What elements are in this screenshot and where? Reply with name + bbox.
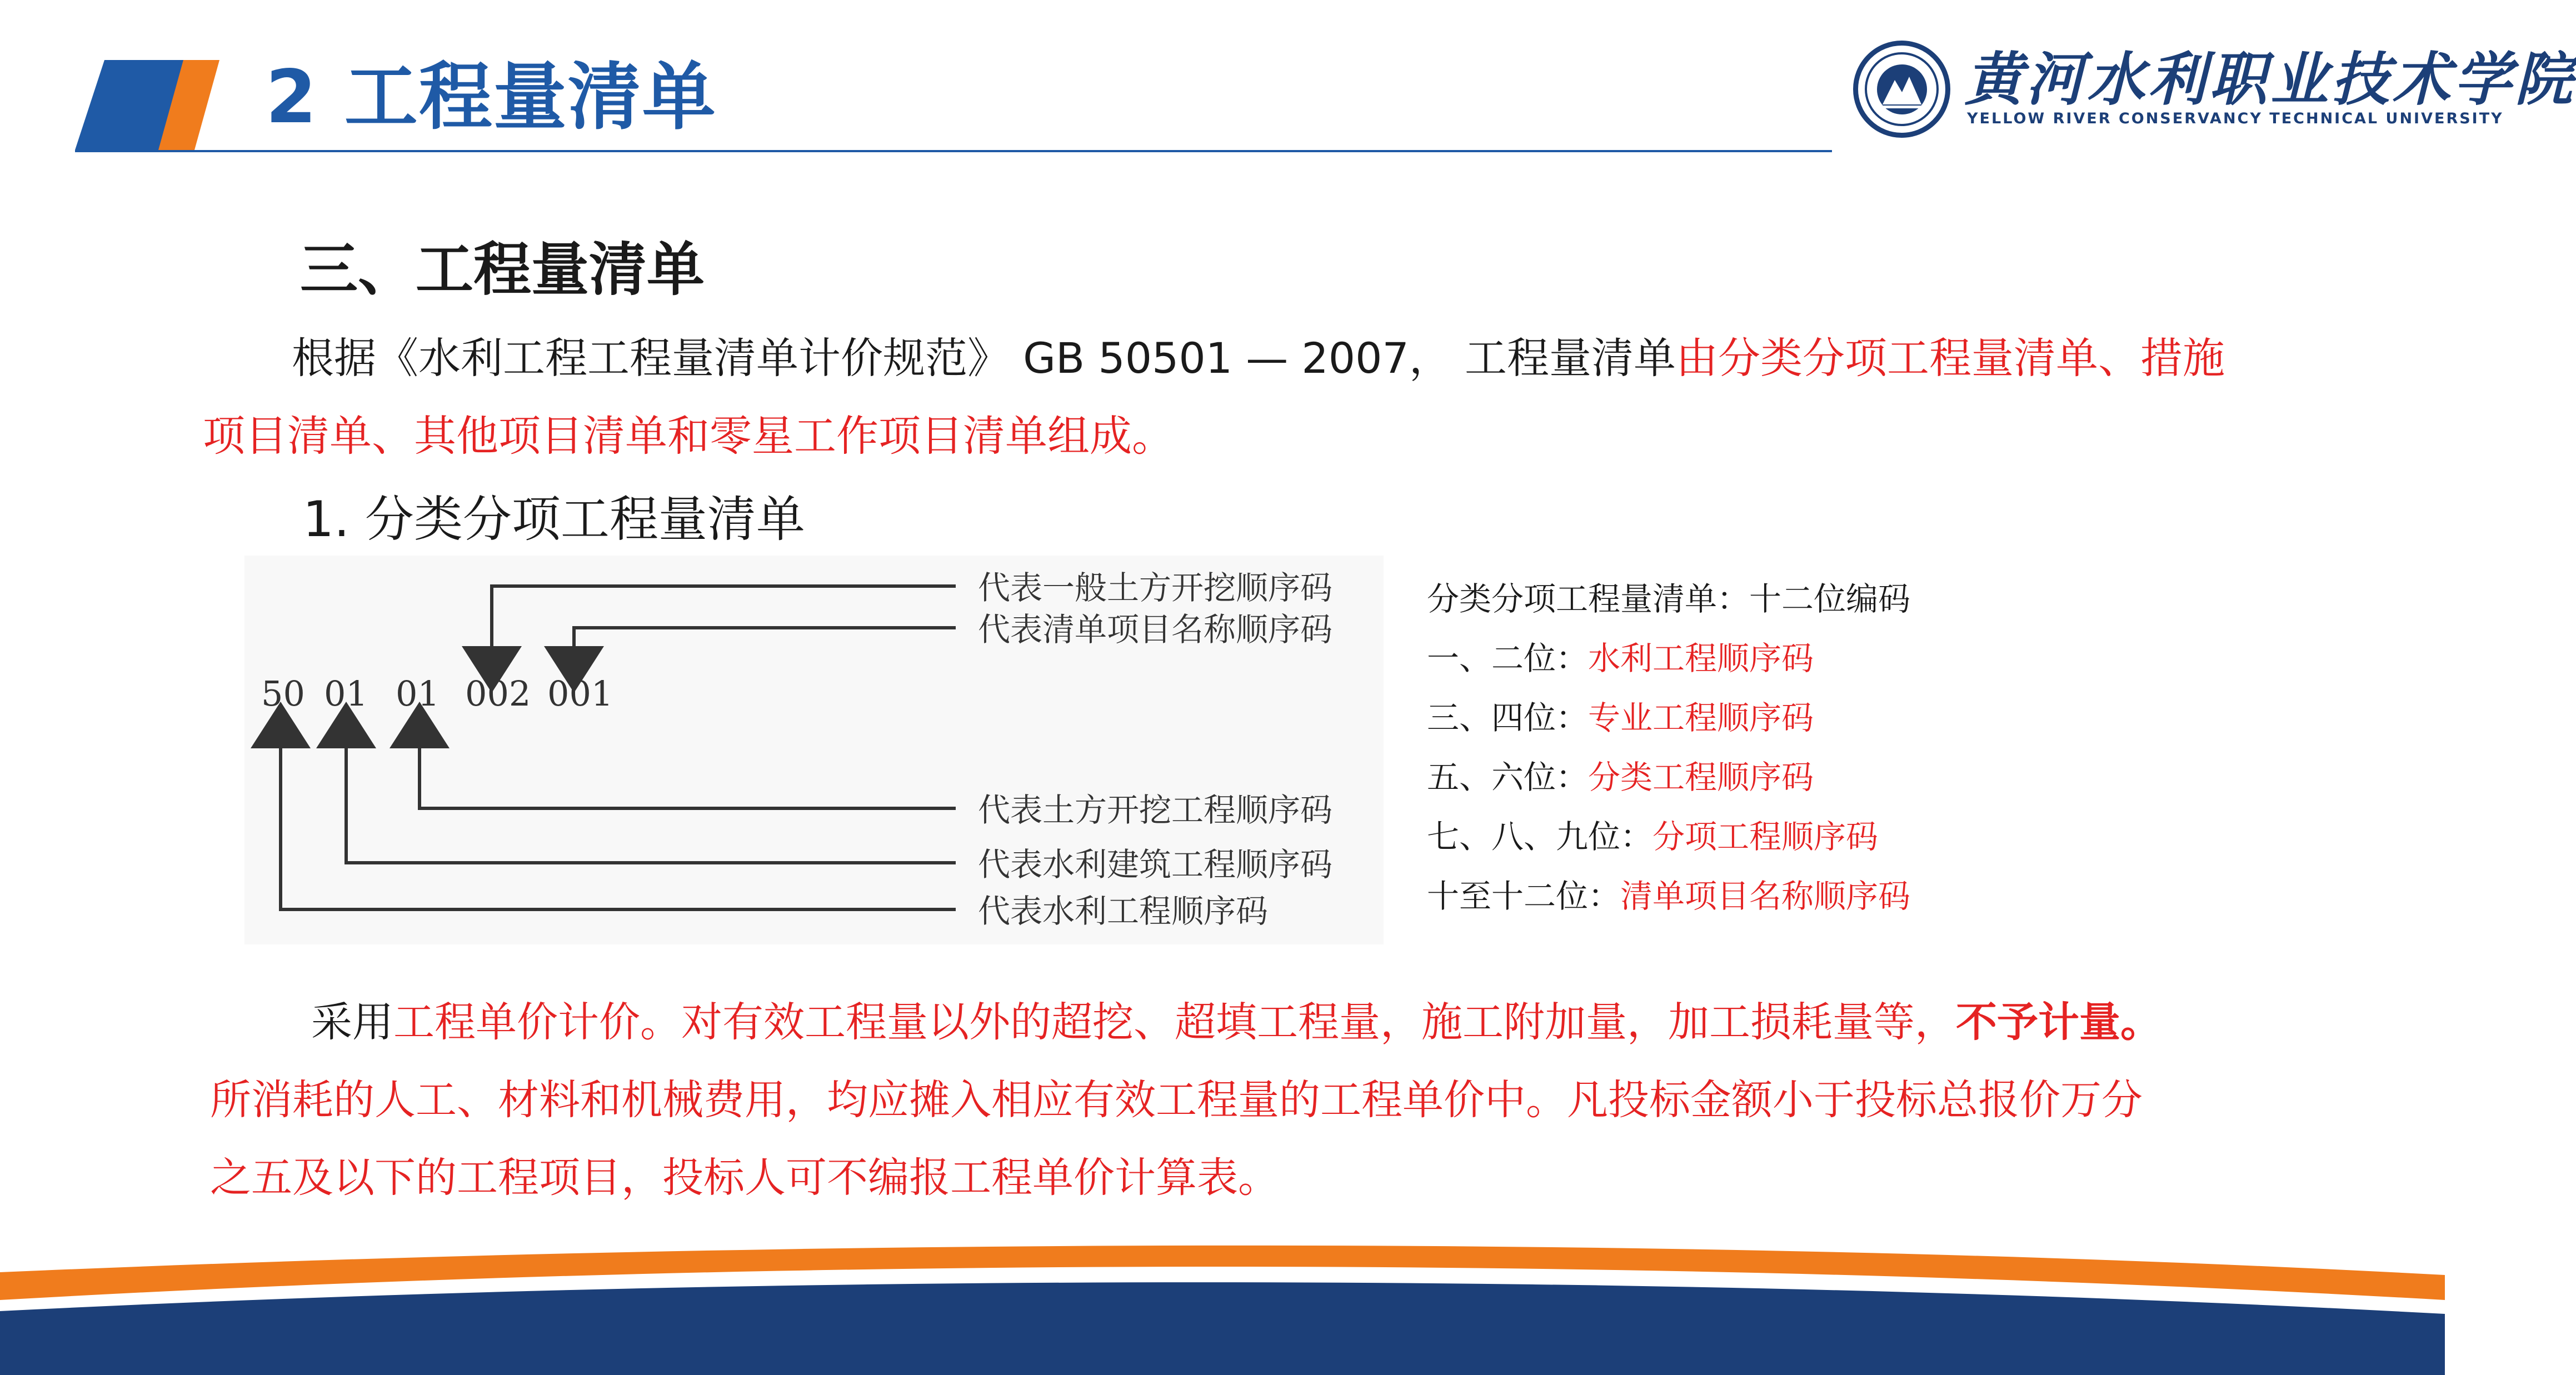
university-name-en: YELLOW RIVER CONSERVANCY TECHNICAL UNIVERSITY xyxy=(1967,110,2504,127)
intro-text: 根据《水利工程工程量清单计价规范》 GB 50501 — 2007， 工程量清单 xyxy=(292,333,1676,383)
position-label: 五、六位： xyxy=(1427,758,1589,796)
label-hydraulic-engineering: 代表水利工程顺序码 xyxy=(978,892,1269,930)
label-earthwork-excavation: 代表土方开挖工程顺序码 xyxy=(978,791,1333,829)
explanation-row xyxy=(1427,807,1910,867)
label-general-earthwork: 代表一般土方开挖顺序码 xyxy=(978,569,1333,607)
explanation-row xyxy=(1427,688,1910,748)
pricing-lead: 采用 xyxy=(311,998,393,1046)
position-meaning: 分项工程顺序码 xyxy=(1653,818,1879,856)
position-meaning: 水利工程顺序码 xyxy=(1588,639,1814,677)
code-segment-50: 50 xyxy=(261,673,305,714)
pricing-not-measured: 不予计量。 xyxy=(1956,998,2161,1046)
code-structure-diagram xyxy=(244,556,1384,944)
position-label: 七、八、九位： xyxy=(1427,818,1653,856)
university-seal-logo xyxy=(1853,41,1950,138)
code-segment-001: 001 xyxy=(547,673,613,714)
explanation-row xyxy=(1427,867,1910,926)
position-label: 一、二位： xyxy=(1427,639,1589,677)
label-item-name: 代表清单项目名称顺序码 xyxy=(978,611,1333,648)
header-decoration xyxy=(0,0,267,161)
slide-title: 2 工程量清单 xyxy=(266,54,717,140)
intro-line-2: 项目清单、其他项目清单和零星工作项目清单组成。 xyxy=(203,411,1174,461)
code-segment-01a: 01 xyxy=(324,673,368,714)
mountain-emblem-icon xyxy=(1877,64,1927,114)
subsection-heading: 1. 分类分项工程量清单 xyxy=(303,491,805,548)
pricing-line-2: 所消耗的人工、材料和机械费用，均应摊入相应有效工程量的工程单价中。凡投标金额小于投标总报价万分 xyxy=(210,1076,2143,1124)
explanation-row xyxy=(1427,748,1910,807)
intro-line-1 xyxy=(292,319,2225,397)
pricing-line-1 xyxy=(311,983,2161,1061)
position-meaning: 专业工程顺序码 xyxy=(1588,699,1814,737)
university-name-cn: 黄河水利职业技术学院 xyxy=(1965,45,2576,113)
label-hydraulic-building: 代表水利建筑工程顺序码 xyxy=(978,846,1333,883)
section-heading: 三、工程量清单 xyxy=(300,236,705,303)
pricing-line-3: 之五及以下的工程项目，投标人可不编报工程单价计算表。 xyxy=(210,1154,1279,1202)
code-segment-002: 002 xyxy=(465,673,531,714)
pricing-highlight: 工程单价计价。对有效工程量以外的超挖、超填工程量，施工附加量，加工损耗量等， xyxy=(393,998,1956,1046)
code-segment-01b: 01 xyxy=(396,673,440,714)
position-meaning: 清单项目名称顺序码 xyxy=(1620,877,1911,915)
position-label: 十至十二位： xyxy=(1427,877,1621,915)
explanation-row xyxy=(1427,629,1910,688)
footer-wave-decoration xyxy=(0,1222,2445,1375)
code-explanation-list xyxy=(1427,569,1910,926)
title-underline xyxy=(75,150,1832,152)
explanation-title: 分类分项工程量清单：十二位编码 xyxy=(1427,580,1911,618)
position-label: 三、四位： xyxy=(1427,699,1589,737)
intro-highlight: 由分类分项工程量清单、措施 xyxy=(1676,333,2225,383)
position-meaning: 分类工程顺序码 xyxy=(1588,758,1814,796)
